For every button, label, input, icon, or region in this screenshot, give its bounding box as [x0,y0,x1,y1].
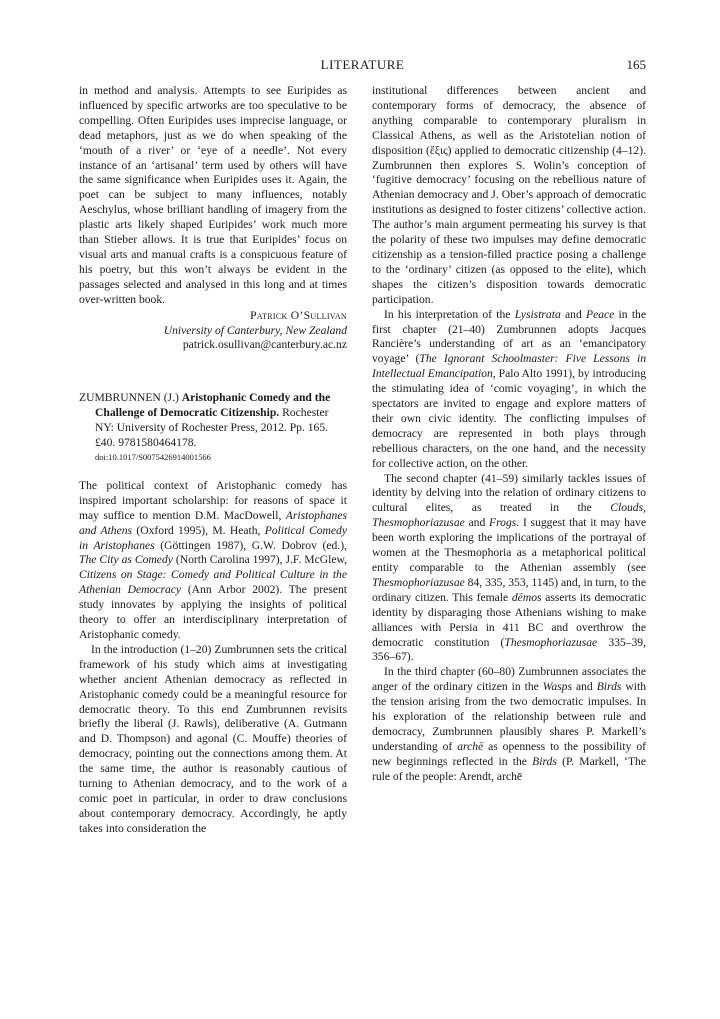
reviewer-signoff [79,309,347,354]
review-paragraph-2: In the introduction (1–20) Zumbrunnen sets the critical framework of his study which aims at investigating whether ancient Athenian democracy as reflected in Aristophanic comedy could be a meaningful resource for democratic theory. To this end Zumbrunnen revisits briefly the liberal (J. Rawls), deliberative (A. Gutmann and D. Thompson) and agonal (C. Mouffe) theories of democracy, pointing out the connections among them. At the same time, the author is reasonably cautious of turning to Athenian democracy, and to the work of a comic poet in particular, in order to draw conclusions about contemporary democracy. Accordingly, he aptly takes into consideration the [79,642,347,835]
review-paragraph-4: In his interpretation of the Lysistrata and Peace in the first chapter (21–40) Zumbrunnen adopts Jacques Rancière’s understanding of art as an ‘emancipatory voyage’ (The Ignorant Schoolmaster: Five Lessons in Intellectual Emancipation, Palo Alto 1991), by introducing the stimulating idea of ‘comic voyaging’, in which the spectators are invited to engage and explore matters of their own civic identity. The conflicting impulses of democracy are represented in both plays through rebellious characters, on the one hand, and the necessity for collective action, on the other. [372,307,646,470]
running-head-title: LITERATURE [320,57,405,72]
review-author: ZUMBRUNNEN (J.) [79,391,179,405]
review-paragraph-1: The political context of Aristophanic comedy has inspired important scholarship: for reasons of space it may suffice to mention D.M. MacDowell, Aristophanes and Athens (Oxford 1995), M. Heath, Political Comedy in Aristophanes (Göttingen 1987), G.W. Dobrov (ed.), The City as Comedy (North Carolina 1997), J.F. McGlew, Citizens on Stage: Comedy and Political Culture in the Athenian Democracy (Ann Arbor 2002). The present study innovates by applying the insights of political theory to offer an interdisciplinary interpretation of Aristophanic comedy. [79,478,347,641]
running-head [79,58,646,78]
review-doi[interactable]: doi:10.1017/S0075426914001566 [95,451,211,462]
review-heading [79,391,347,464]
review-paragraph-5: The second chapter (41–59) similarly tackles issues of identity by delving into the relation of ordinary citizens to cultural elites, as treated in the Clouds, Thesmophoriazusae and Frogs. I suggest that it may have been worth exploring the implications of the portrayal of women at the Thesmophoria as a metaphorical political entity comparable to the Athenian assembly (see Thesmophoriazusae 84, 335, 353, 1145) and, in turn, to the ordinary citizen. This female dēmos asserts its democratic identity by disparaging those Athenians wishing to make alliances with Persia in 411 BC and overthrow the democratic constitution (Thesmophoriazusae 335–39, 356–67). [372,471,647,664]
reviewer-email[interactable]: patrick.osullivan@canterbury.ac.nz [182,338,347,352]
right-column [372,84,646,785]
review-paragraph-6: In the third chapter (60–80) Zumbrunnen associates the anger of the ordinary citizen in the Wasps and Birds with the tension arising from the two democratic impulses. In his exploration of the relationship between rule and democracy, Zumbrunnen plausibly shares P. Markell’s understanding of archē as openness to the possibility of new beginnings reflected in the Birds (P. Markell, ‘The rule of the people: Arendt, archē [372,665,646,783]
left-column [79,84,347,837]
reviewer-name: Patrick O’Sullivan [250,308,347,322]
review-publication: Rochester NY: University of Rochester Press, 2012. Pp. 165. £40. 9781580464178. [95,406,329,450]
continued-paragraph: in method and analysis. Attempts to see Euripides as influenced by specific artworks are too speculative to be compelling. Often Euripides uses imprecise language, or dead metaphors, just as we do when speaking of the ‘mouth of a river’ or ‘eye of a needle’. Not every instance of an ‘artisanal’ term used by others will have the same significance when Euripides uses it. Again, the poet can be subject to many influences, notably Aeschylus, whose brilliant handling of imagery from the plastic arts likely shaped Euripides’ work much more than Stieber allows. It is true that Euripides’ focus on visual arts and manual crafts is a conspicuous feature of his poetry, but this won’t always be evident in the passages selected and analysed in this long and at times over-written book. [79,84,347,306]
review-paragraph-3: institutional differences between ancient and contemporary forms of democracy, the absence of anything comparable to contemporary pluralism in Classical Athens, as well as the Aristotelian notion of disposition (ἕξις) applied to democratic citizenship (4–12). Zumbrunnen then explores S. Wolin’s conception of ‘fugitive democracy’ focusing on the rebellious nature of Athenian democracy and J. Ober’s approach of democratic institutions as designed to foster citizens’ collective action. The author’s main argument permeating his survey is that the polarity of these two impulses may define democratic citizenship as a tension-filled practice posing a challenge to the ‘ordinary’ citizen (as opposed to the elite), which shapes the citizen’s disposition towards democratic participation. [372,84,646,306]
reviewer-institution: University of Canterbury, New Zealand [163,323,347,337]
page-number: 165 [626,57,646,72]
review-book-title: Aristophanic Comedy and the Challenge of Democratic Citizenship. [95,391,331,420]
